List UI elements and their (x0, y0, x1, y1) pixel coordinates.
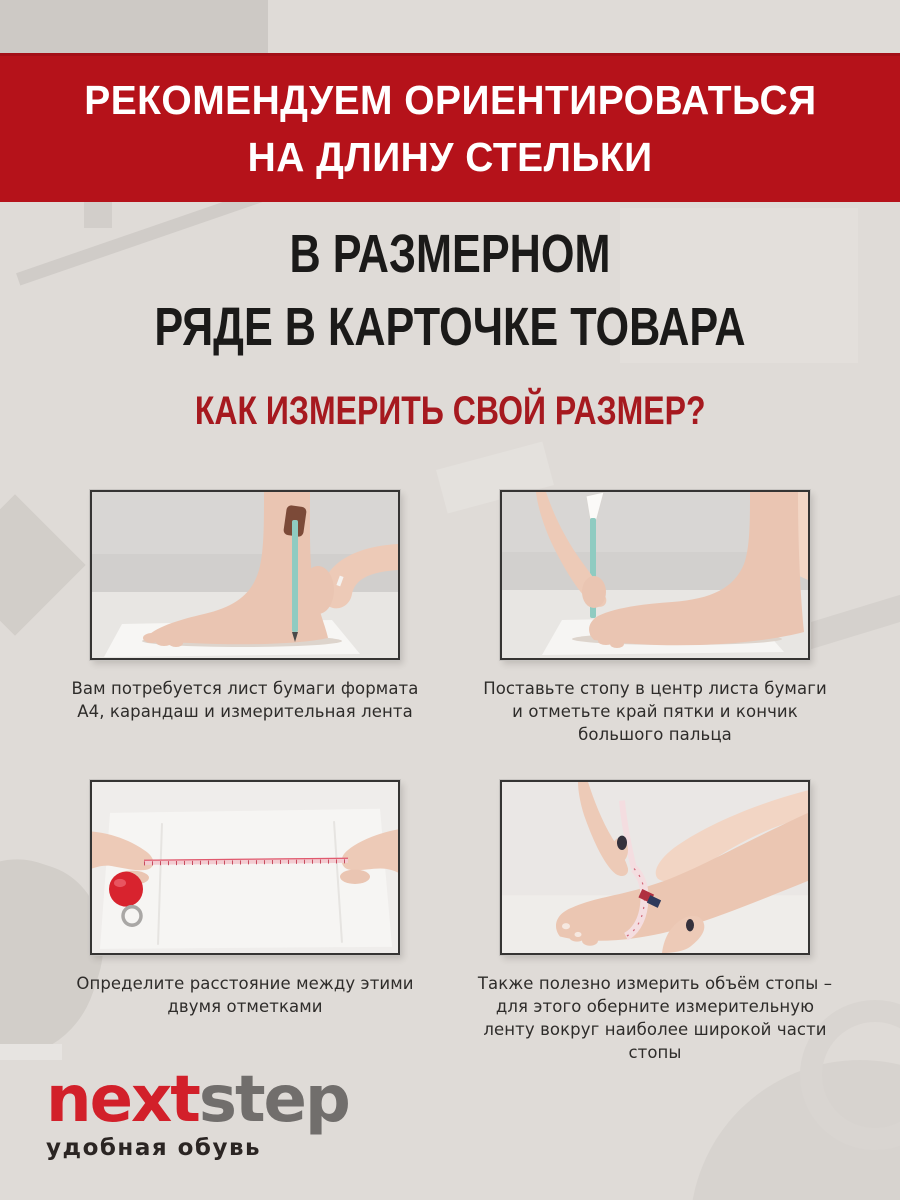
step-1-photo (90, 490, 400, 660)
foot-toe-pencil-illustration (502, 492, 808, 658)
step-3 (76, 780, 414, 1018)
foot-heel-pencil-illustration (92, 492, 398, 658)
subheading-text: КАК ИЗМЕРИТЬ СВОЙ РАЗМЕР? (194, 389, 706, 433)
step-4-photo (500, 780, 810, 955)
tape-between-marks-illustration (92, 782, 398, 953)
bg-shape-small-light-rect (0, 1044, 62, 1060)
banner (0, 53, 900, 202)
brand-logo (46, 1063, 349, 1163)
step-2-photo (500, 490, 810, 660)
banner-line-1: РЕКОМЕНДУЕМ ОРИЕНТИРОВАТЬСЯ (83, 77, 817, 123)
step-1 (71, 490, 419, 723)
headline-line-1: В РАЗМЕРНОМ (289, 224, 611, 284)
tape-around-foot-illustration (502, 782, 808, 953)
brand-tagline: удобная обувь (46, 1135, 262, 1161)
step-3-caption: Определите расстояние между этими двумя отметками (76, 974, 414, 1017)
step-3-photo (90, 780, 400, 955)
headline (0, 218, 900, 364)
brand-wordmark-next: next (46, 1063, 199, 1137)
banner-line-2: НА ДЛИНУ СТЕЛЬКИ (247, 134, 653, 180)
step-2 (483, 490, 827, 746)
brand-wordmark-step: step (198, 1063, 349, 1137)
step-1-caption: Вам потребуется лист бумаги формата А4, карандаш и измерительная лента (71, 679, 419, 722)
bg-shape-triangle (0, 494, 86, 635)
brand-wordmark (46, 1063, 349, 1137)
bg-shape-top-left-rect (0, 0, 268, 53)
headline-line-2: РЯДЕ В КАРТОЧКЕ ТОВАРА (154, 297, 746, 357)
step-4 (477, 780, 833, 1064)
step-2-caption: Поставьте стопу в центр листа бумаги и отметьте край пятки и кончик большого пальца (483, 679, 827, 745)
step-4-caption: Также полезно измерить объём стопы – для этого оберните измерительную ленту вокруг наиболее широкой части стопы (477, 974, 833, 1063)
subheading (0, 388, 900, 434)
